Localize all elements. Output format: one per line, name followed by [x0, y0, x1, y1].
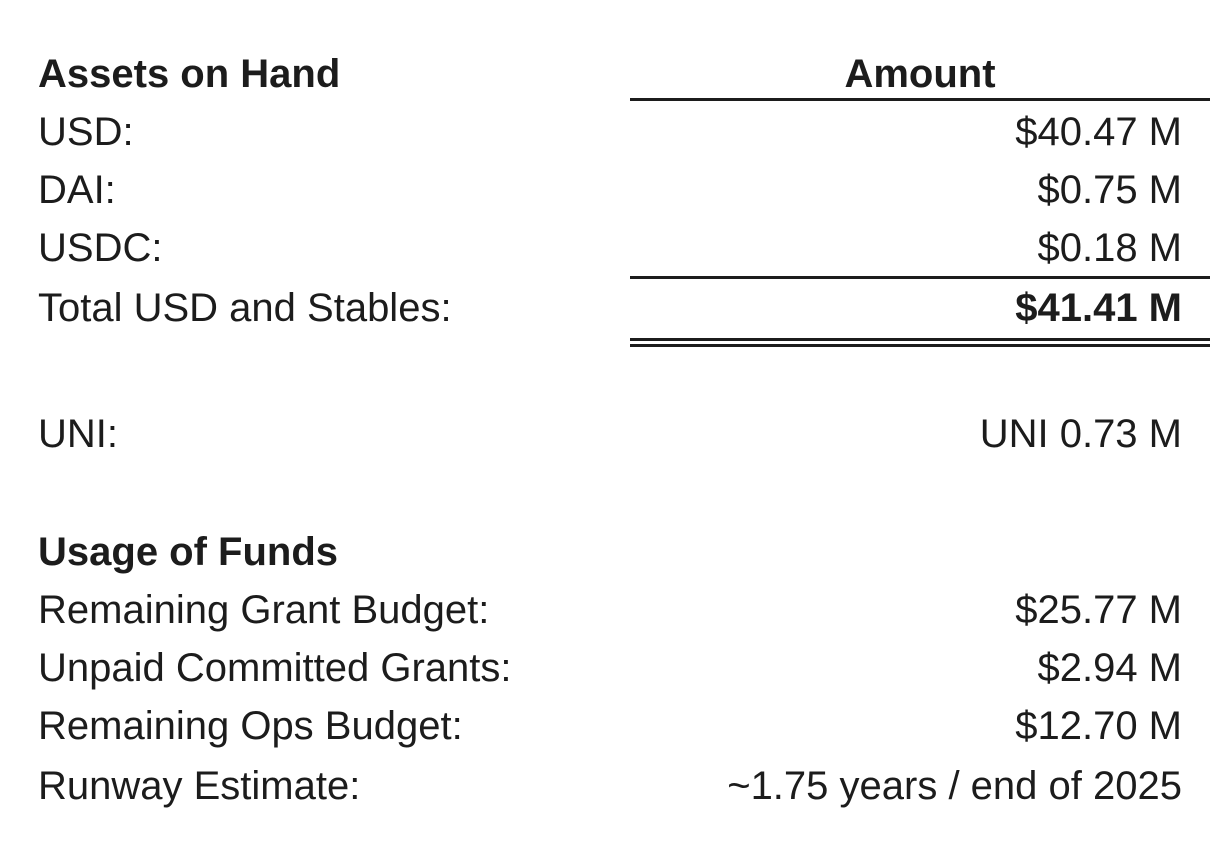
dai-value: $0.75 M: [1037, 168, 1182, 212]
usage-heading: Usage of Funds: [38, 530, 339, 574]
usdc-label: USDC:: [38, 226, 163, 270]
total-double-rule-bottom: [630, 344, 1210, 347]
uni-value: UNI 0.73 M: [979, 412, 1182, 456]
subtotal-rule: [630, 276, 1210, 279]
usd-value: $40.47 M: [1015, 110, 1182, 154]
committed-grants-label: Unpaid Committed Grants:: [38, 646, 512, 690]
total-stables-label: Total USD and Stables:: [38, 286, 452, 330]
grant-budget-label: Remaining Grant Budget:: [38, 588, 490, 632]
dai-label: DAI:: [38, 168, 116, 212]
uni-label: UNI:: [38, 412, 118, 456]
grant-budget-value: $25.77 M: [1015, 588, 1182, 632]
header-underline: [630, 98, 1210, 101]
committed-grants-value: $2.94 M: [1037, 646, 1182, 690]
runway-label: Runway Estimate:: [38, 764, 361, 808]
usd-label: USD:: [38, 110, 134, 154]
total-double-rule-top: [630, 338, 1210, 341]
amount-column-header: Amount: [844, 52, 996, 96]
usdc-value: $0.18 M: [1037, 226, 1182, 270]
ops-budget-label: Remaining Ops Budget:: [38, 704, 463, 748]
assets-heading: Assets on Hand: [38, 52, 341, 96]
runway-value: ~1.75 years / end of 2025: [727, 764, 1182, 808]
ops-budget-value: $12.70 M: [1015, 704, 1182, 748]
total-stables-value: $41.41 M: [1015, 286, 1182, 330]
